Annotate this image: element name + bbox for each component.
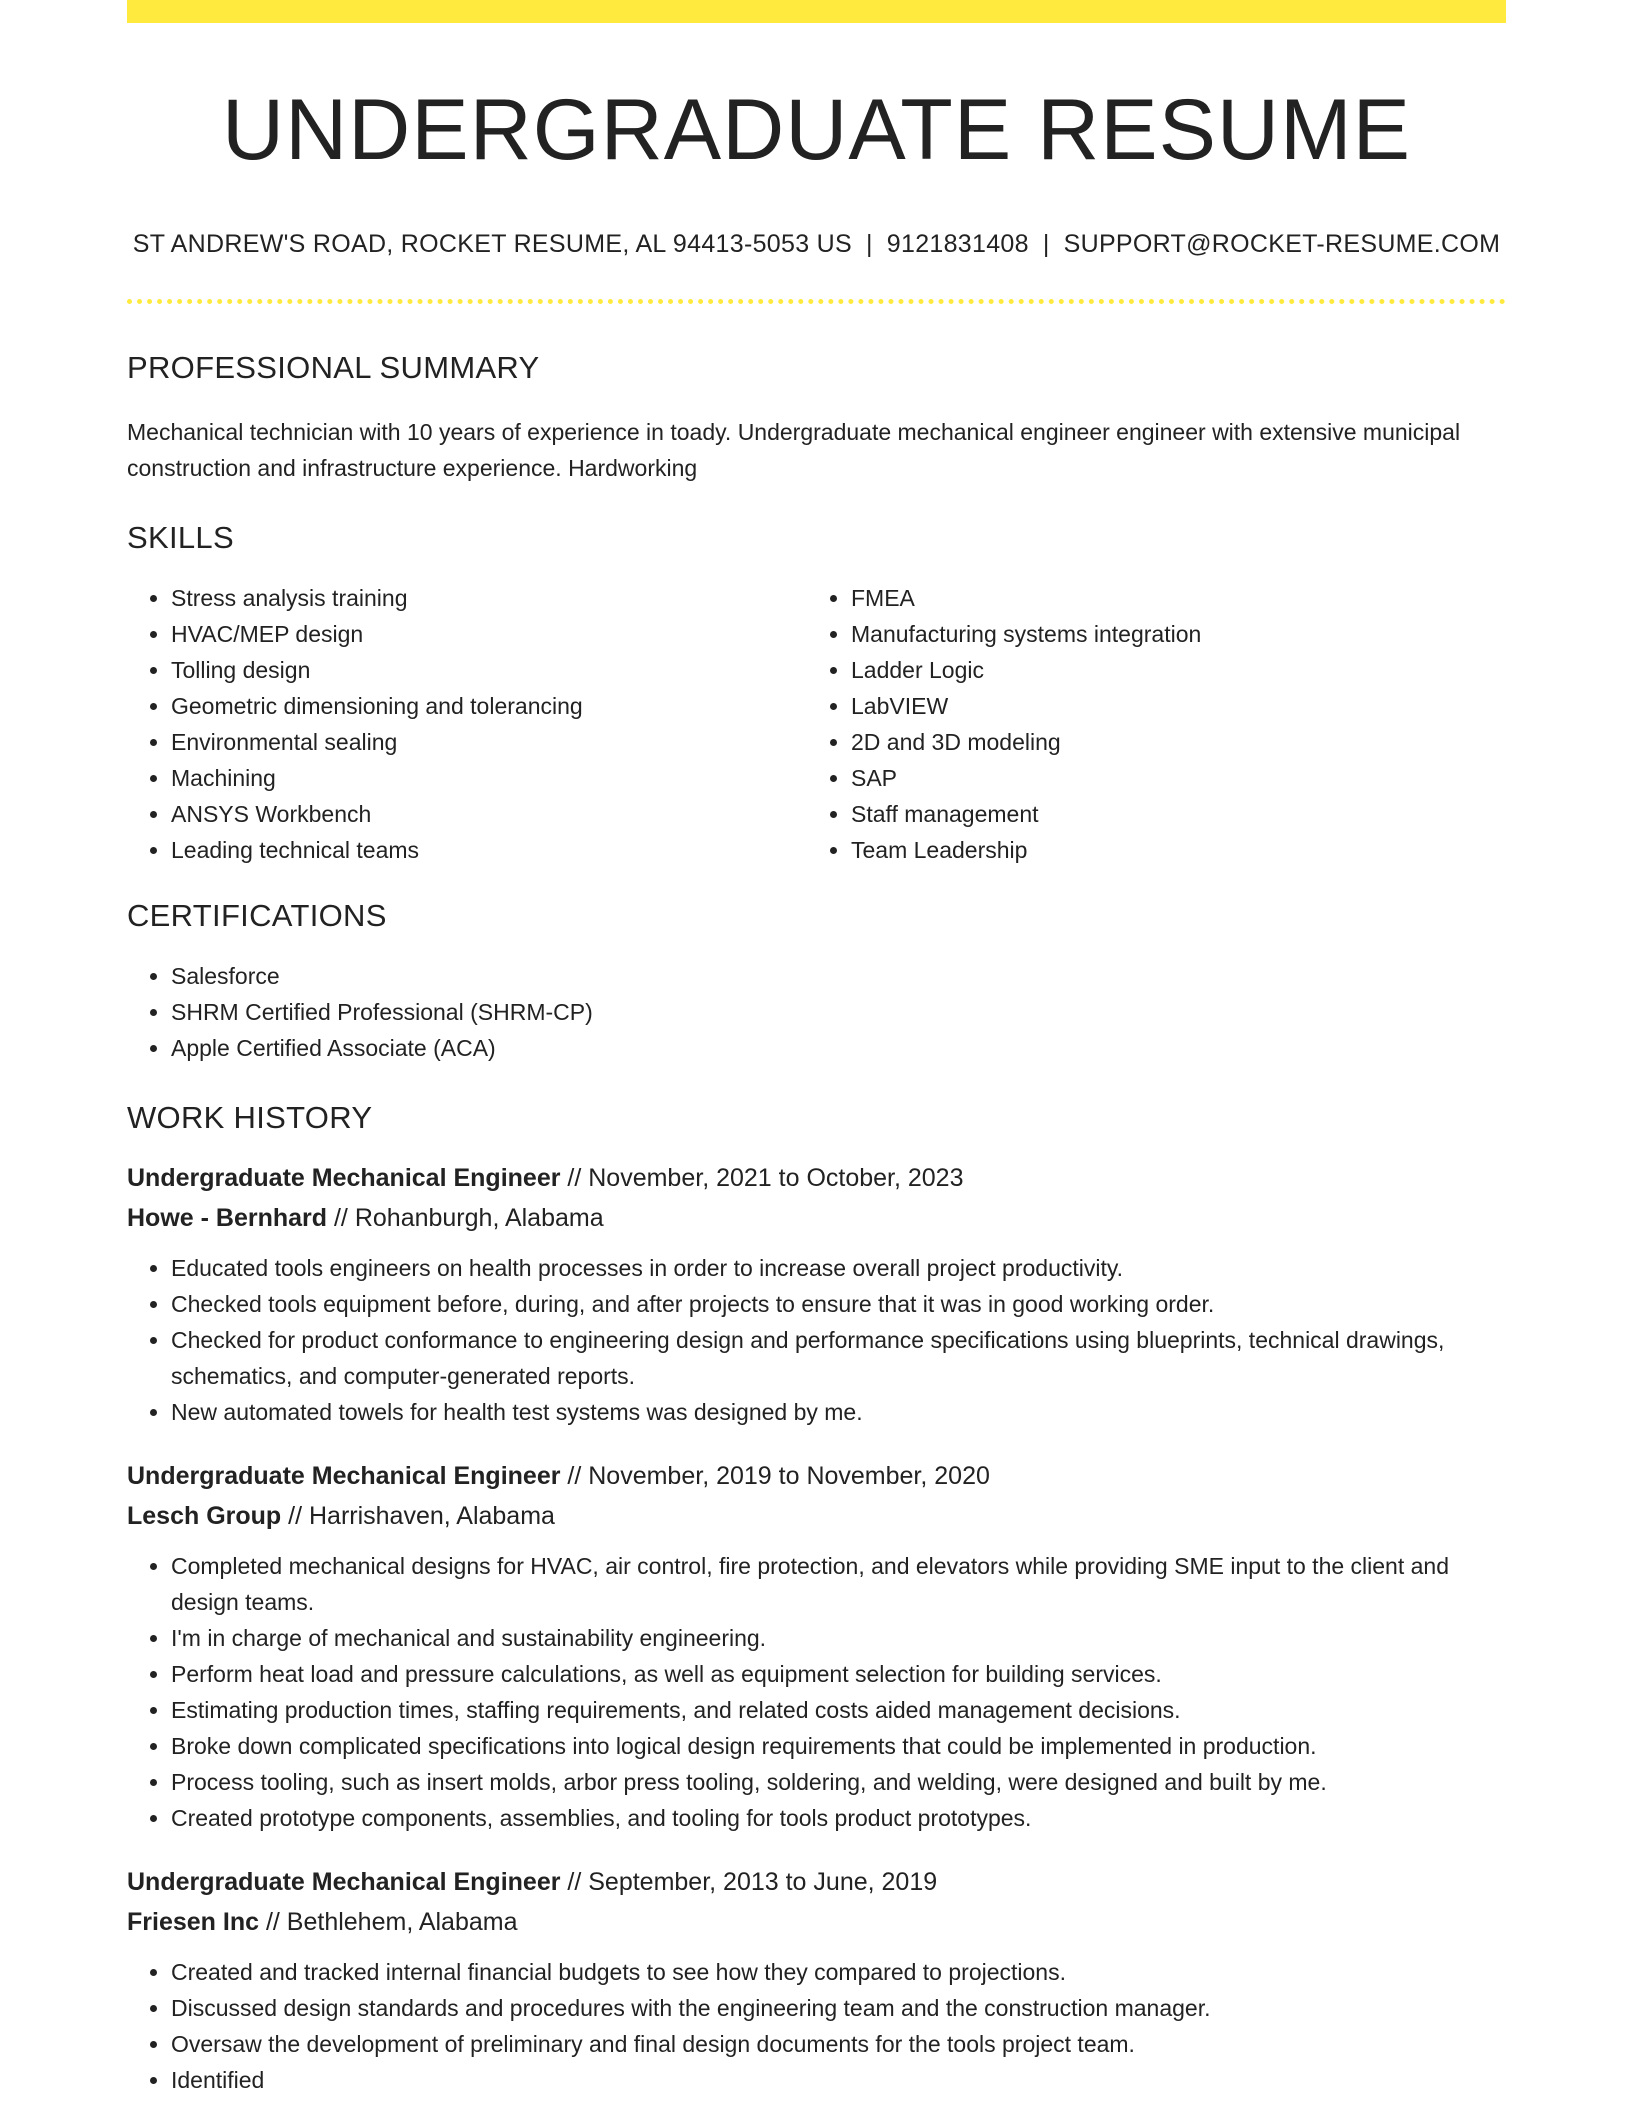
certification-item: • Apple Certified Associate (ACA) [171,1030,1506,1066]
job-bullet: • Completed mechanical designs for HVAC, air control, fire protection, and elevators while providing SME input to the client and design teams. [171,1548,1506,1620]
skill-item: • HVAC/MEP design [171,616,807,652]
job-dates: November, 2021 to October, 2023 [588,1163,964,1192]
job-bullet: • Educated tools engineers on health processes in order to increase overall project productivity. [171,1250,1506,1286]
job-title-line [127,1862,1506,1902]
skill-item: • Team Leadership [851,832,1487,868]
summary-text: Mechanical technician with 10 years of experience in toady. Undergraduate mechanical engineer engineer with extensive municipal construction and infrastructure experience. Hardworking [127,418,1461,481]
job-bullet: • Estimating production times, staffing requirements, and related costs aided management decisions. [171,1692,1506,1728]
dotted-divider [127,299,1506,304]
job-bullets [127,1954,1506,2098]
skills-left-list [127,580,807,868]
skill-item: • Machining [171,760,807,796]
skill-item: • Tolling design [171,652,807,688]
job-location: Harrishaven, Alabama [308,1501,555,1530]
job-company: Lesch Group [127,1501,282,1530]
contact-email: SUPPORT@ROCKET-RESUME.COM [1063,229,1501,258]
job-bullet: • Identified [171,2062,1506,2098]
resume-page [127,0,1506,2098]
job-bullet: • Oversaw the development of preliminary and final design documents for the tools project team. [171,2026,1506,2062]
job-divider: // [281,1501,309,1530]
skill-item: • FMEA [851,580,1487,616]
summary-heading: PROFESSIONAL SUMMARY [127,349,540,385]
job-bullet: • Checked for product conformance to engineering design and performance specifications using blueprints, technical drawings, schematics, and computer-generated reports. [171,1322,1506,1394]
job-bullet: • New automated towels for health test systems was designed by me. [171,1394,1506,1430]
job-title-line [127,1456,1506,1496]
skills-right-column [807,580,1487,868]
job-title-line [127,1158,1506,1198]
job-bullet: • Process tooling, such as insert molds, arbor press tooling, soldering, and welding, were designed and built by me. [171,1764,1506,1800]
job-company-line [127,1198,1506,1238]
skill-item: • Ladder Logic [851,652,1487,688]
summary-section [127,350,1506,486]
top-accent-bar [127,0,1506,23]
job-bullet: • Checked tools equipment before, during, and after projects to ensure that it was in good working order. [171,1286,1506,1322]
job-bullet: • Created prototype components, assemblies, and tooling for tools product prototypes. [171,1800,1506,1836]
job-divider: // [259,1907,287,1936]
job-bullets [127,1548,1506,1836]
skills-columns [127,580,1506,868]
job-entry [127,1158,1506,1430]
job-divider: // [560,1867,589,1896]
job-title: Undergraduate Mechanical Engineer [127,1163,561,1192]
job-company-line [127,1902,1506,1942]
job-title: Undergraduate Mechanical Engineer [127,1867,561,1896]
skill-item: • ANSYS Workbench [171,796,807,832]
skills-section [127,520,1506,868]
job-bullet: • Created and tracked internal financial budgets to see how they compared to projections. [171,1954,1506,1990]
skill-item: • Leading technical teams [171,832,807,868]
skills-left-column [127,580,807,868]
job-bullet: • I'm in charge of mechanical and sustainability engineering. [171,1620,1506,1656]
certifications-heading: CERTIFICATIONS [127,897,387,933]
job-title: Undergraduate Mechanical Engineer [127,1461,561,1490]
skill-item: • SAP [851,760,1487,796]
skills-right-list [807,580,1487,868]
skill-item: • Staff management [851,796,1487,832]
job-location: Rohanburgh, Alabama [354,1203,604,1232]
job-entry [127,1862,1506,2098]
job-divider: // [327,1203,355,1232]
certifications-section [127,898,1506,1066]
contact-line [127,230,1506,259]
job-divider: // [560,1461,589,1490]
job-bullets [127,1250,1506,1430]
work-history-section [127,1100,1506,2098]
job-location: Bethlehem, Alabama [286,1907,518,1936]
job-bullet: • Discussed design standards and procedures with the engineering team and the construction manager. [171,1990,1506,2026]
skill-item: • LabVIEW [851,688,1487,724]
skill-item: • Geometric dimensioning and tolerancing [171,688,807,724]
resume-title: UNDERGRADUATE RESUME [221,82,1412,178]
job-bullet: • Perform heat load and pressure calculations, as well as equipment selection for building services. [171,1656,1506,1692]
skill-item: • Environmental sealing [171,724,807,760]
contact-address: ST ANDREW'S ROAD, ROCKET RESUME, AL 94413-5053 US [132,229,852,258]
certification-item: • SHRM Certified Professional (SHRM-CP) [171,994,1506,1030]
job-entry [127,1456,1506,1836]
job-company: Friesen Inc [127,1907,259,1936]
skill-item: • Manufacturing systems integration [851,616,1487,652]
job-dates: September, 2013 to June, 2019 [588,1867,938,1896]
skills-heading: SKILLS [127,519,234,555]
certification-item: • Salesforce [171,958,1506,994]
work-history-heading: WORK HISTORY [127,1099,373,1135]
contact-separator: | [1042,229,1050,258]
skill-item: • Stress analysis training [171,580,807,616]
certifications-list [127,958,1506,1066]
job-dates: November, 2019 to November, 2020 [588,1461,990,1490]
job-divider: // [560,1163,589,1192]
skill-item: • 2D and 3D modeling [851,724,1487,760]
job-company: Howe - Bernhard [127,1203,328,1232]
job-bullet: • Broke down complicated specifications into logical design requirements that could be implemented in production. [171,1728,1506,1764]
job-company-line [127,1496,1506,1536]
contact-separator: | [865,229,873,258]
contact-phone: 9121831408 [886,229,1029,258]
